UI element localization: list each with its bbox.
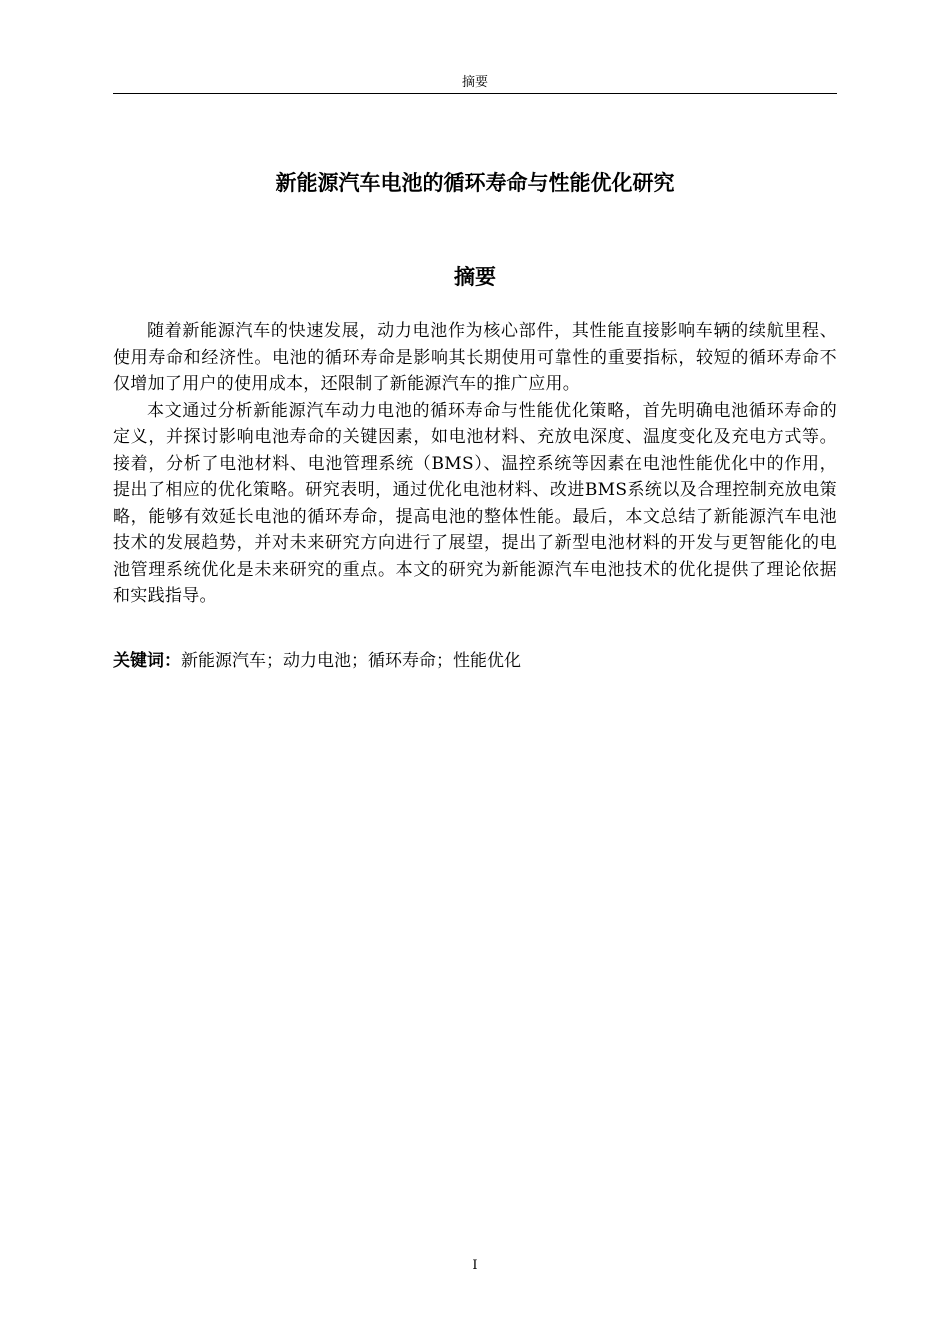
abstract-paragraph: 本文通过分析新能源汽车动力电池的循环寿命与性能优化策略，首先明确电池循环寿命的定义，并探讨影响电池寿命的关键因素，如电池材料、充放电深度、温度变化及充电方式等。接着，分析了电池材料、电池管理系统（BMS）、温控系统等因素在电池性能优化中的作用，提出了相应的优化策略。研究表明，通过优化电池材料、改进BMS系统以及合理控制充放电策略，能够有效延长电池的循环寿命，提高电池的整体性能。最后，本文总结了新能源汽车电池技术的发展趋势，并对未来研究方向进行了展望，提出了新型电池材料的开发与更智能化的电池管理系统优化是未来研究的重点。本文的研究为新能源汽车电池技术的优化提供了理论依据和实践指导。	[113, 400, 837, 606]
keywords-text: 新能源汽车；动力电池；循环寿命；性能优化	[181, 651, 521, 671]
abstract-paragraph: 随着新能源汽车的快速发展，动力电池作为核心部件，其性能直接影响车辆的续航里程、使用寿命和经济性。电池的循环寿命是影响其长期使用可靠性的重要指标，较短的循环寿命不仅增加了用户的使用成本，还限制了新能源汽车的推广应用。	[113, 321, 837, 394]
abstract-body	[113, 318, 837, 610]
page-number: I	[472, 1258, 478, 1273]
running-header: 摘要	[461, 75, 488, 90]
paper-title: 新能源汽车电池的循环寿命与性能优化研究	[275, 171, 675, 195]
header-rule	[113, 93, 837, 94]
abstract-heading: 摘要	[454, 265, 496, 289]
keywords-label: 关键词：	[113, 651, 181, 671]
keywords-line	[113, 648, 837, 674]
